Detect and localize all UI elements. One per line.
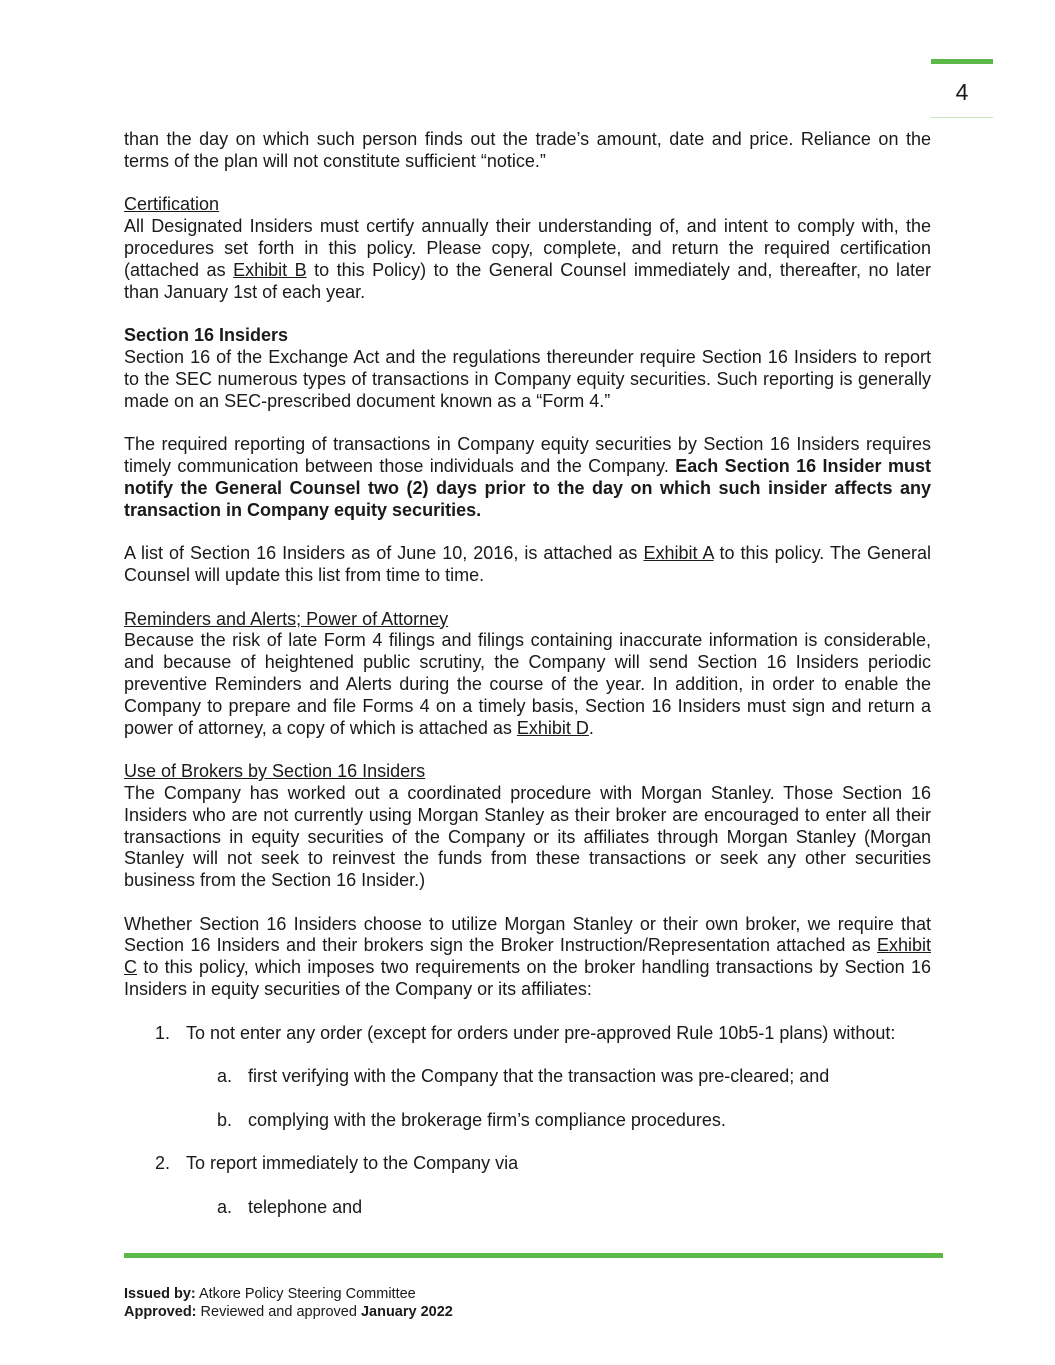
page-number-rule (931, 117, 993, 118)
list-item: a. telephone and (217, 1197, 363, 1218)
paragraph-broker-requirements: Whether Section 16 Insiders choose to utilize Morgan Stanley or their own broker, we require that Section 16 Insiders and their brokers sign the Broker Instruction/Representation attached as Exhibit C to this policy, which imposes two requirements on the broker handling transactions by Section 16 Insiders in equity securities of the Company or its affiliates: (124, 913, 931, 1000)
heading-reminders: Reminders and Alerts; Power of Attorney (124, 608, 449, 629)
paragraph-required-reporting: The required reporting of transactions in Company equity securities by Section 16 Insiders requires timely communication between those individuals and the Company. Each Section 16 Insider must notify the General Counsel two (2) days prior to the day on which such insider affects any transaction in Company equity securities. (124, 434, 931, 520)
list-item: b. complying with the brokerage firm’s compliance procedures. (217, 1109, 726, 1130)
footer-issued: Issued by: Atkore Policy Steering Committee (124, 1286, 416, 1302)
heading-brokers: Use of Brokers by Section 16 Insiders (124, 761, 426, 782)
exhibit-a-link[interactable]: Exhibit A (643, 543, 714, 564)
document-body (124, 129, 931, 1241)
exhibit-d-link[interactable]: Exhibit D (516, 717, 589, 738)
section-16-insiders: Section 16 Insiders Section 16 of the Exchange Act and the regulations thereunder require Section 16 Insiders to report to the SEC numerous types of transactions in Company equity securities. Such reporting is generally made on an SEC-prescribed document known as a “Form 4.” (124, 325, 931, 411)
section-certification: Certification All Designated Insiders must certify annually their understanding of, and intent to comply with, the procedures set forth in this policy. Please copy, complete, and return the required certification (attached as Exhibit B to this Policy) to the General Counsel immediately and, thereafter, no later than January 1st of each year. (124, 194, 931, 302)
page-number: 4 (955, 79, 969, 105)
footer-bar (124, 1253, 943, 1258)
heading-section-16: Section 16 Insiders (124, 325, 289, 346)
paragraph-insider-list: A list of Section 16 Insiders as of June 10, 2016, is attached as Exhibit A to this policy. The General Counsel will update this list from time to time. (124, 543, 932, 585)
list-item: 1. To not enter any order (except for orders under pre-approved Rule 10b5-1 plans) without: (155, 1022, 896, 1043)
page-number-bar (931, 59, 993, 64)
list-item: a. first verifying with the Company that the transaction was pre-cleared; and (217, 1066, 830, 1087)
section-brokers: Use of Brokers by Section 16 Insiders The Company has worked out a coordinated procedure with Morgan Stanley. Those Section 16 Insiders who are not currently using Morgan Stanley as their broker are encouraged to enter all their transactions in equity securities of the Company or its affiliates through Morgan Stanley (Morgan Stanley will not seek to reinvest the funds from these transactions or seek any other securities business from the Section 16 Insider.) (124, 761, 931, 891)
list-item: 2. To report immediately to the Company via (155, 1153, 519, 1174)
exhibit-b-link[interactable]: Exhibit B (233, 259, 307, 280)
section-reminders: Reminders and Alerts; Power of Attorney Because the risk of late Form 4 filings and filings containing inaccurate information is considerable, and because of heightened public scrutiny, the Company will send Section 16 Insiders periodic preventive Reminders and Alerts during the course of the year. In addition, in order to enable the Company to prepare and file Forms 4 on a timely basis, Section 16 Insiders must sign and return a power of attorney, a copy of which is attached as Exhibit D. (124, 608, 931, 738)
footer-approved: Approved: Reviewed and approved January 2022 (124, 1304, 453, 1320)
exhibit-c-link[interactable]: Exhibit C (124, 935, 931, 978)
heading-certification: Certification (124, 194, 220, 215)
footer (124, 1285, 453, 1321)
paragraph-notice: than the day on which such person finds out the trade’s amount, date and price. Reliance on the terms of the plan will not constitute sufficient “notice.” (124, 129, 931, 171)
